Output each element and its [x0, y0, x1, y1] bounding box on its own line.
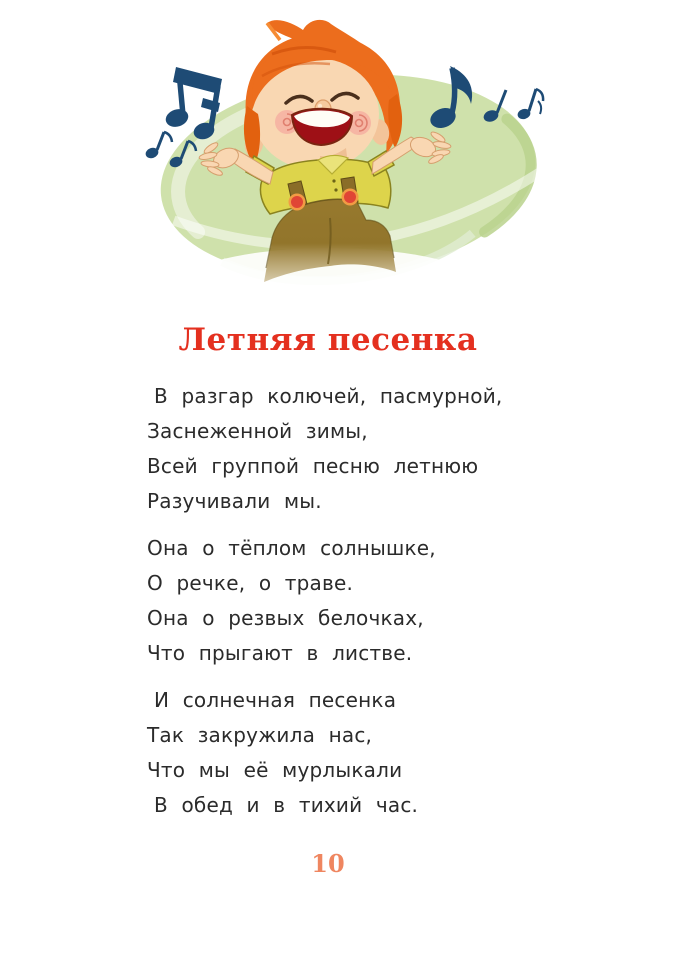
- stanza: [147, 531, 502, 671]
- poem-line: Разучивали мы.: [147, 489, 322, 513]
- poem-line: Она о резвых белочках,: [147, 606, 424, 630]
- poem-line: Заснеженной зимы,: [147, 419, 368, 443]
- poem-line: Что мы её мурлыкали: [147, 758, 403, 782]
- eighth-note-icon: [144, 132, 172, 160]
- poem-line: О речке, о траве.: [147, 571, 354, 595]
- poem-line: В обед и в тихий час.: [154, 793, 419, 817]
- poem-title: Летняя песенка: [178, 322, 478, 358]
- poem-line: В разгар колючей, пасмурной,: [154, 384, 503, 408]
- poem-line: И солнечная песенка: [154, 688, 397, 712]
- beamed-notes-icon: [163, 67, 222, 142]
- illustration-svg: [0, 6, 692, 320]
- stanza: [147, 683, 502, 823]
- poem-line: Всей группой песню летнюю: [147, 454, 479, 478]
- poem-line: Что прыгают в листве.: [147, 641, 413, 665]
- stanza: [147, 379, 502, 519]
- poem-line: Так закружила нас,: [147, 723, 373, 747]
- poem-text: [147, 379, 502, 835]
- poem-line: Она о тёплом солнышке,: [147, 536, 436, 560]
- sixteenth-note-icon: [516, 89, 543, 121]
- illustration-singing-boy: [0, 6, 692, 320]
- page-number: 10: [311, 849, 345, 878]
